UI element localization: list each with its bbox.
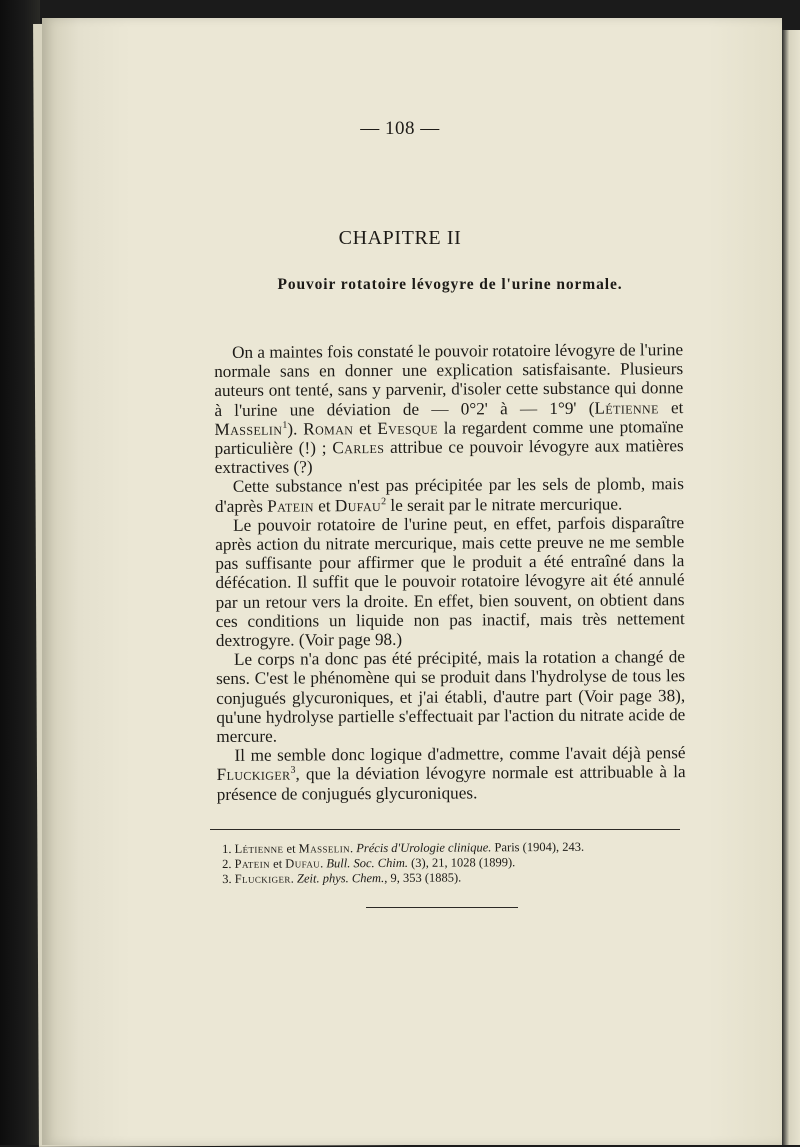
footnote: 3. Fluckiger. Zeit. phys. Chem., 9, 353 (1885). bbox=[222, 870, 462, 886]
footnote-marker: 1 bbox=[282, 419, 288, 431]
footnote: 2. Patein et Dufau. Bull. Soc. Chim. (3), 21, 1028 (1899). bbox=[222, 855, 516, 871]
facing-page-edge bbox=[782, 30, 800, 1145]
footnote: 1. Létienne et Masselin. Précis d'Urologie clinique. Paris (1904), 243. bbox=[222, 839, 585, 856]
author-name: Evesque bbox=[377, 418, 438, 438]
footnotes bbox=[222, 839, 682, 886]
chapter-title: CHAPITRE II bbox=[338, 227, 462, 249]
author-name: Fluckiger bbox=[216, 765, 291, 785]
author-name: Létienne bbox=[594, 397, 659, 418]
body-text bbox=[214, 340, 686, 804]
footnote-separator bbox=[210, 829, 680, 830]
page-number: — 108 — bbox=[360, 118, 440, 139]
footnote-marker: 3 bbox=[290, 765, 296, 777]
paragraph: Il me semble donc logique d'admettre, comme l'avait déjà pensé Fluckiger$^3$, que la déviation lévogyre normale est attribuable à la présence de conjugués glycuroniques. bbox=[216, 743, 686, 804]
end-rule bbox=[366, 907, 518, 908]
chapter-subtitle: Pouvoir rotatoire lévogyre de l'urine normale. bbox=[277, 276, 623, 293]
author-name: Roman bbox=[303, 418, 354, 439]
paragraph: Le corps n'a donc pas été précipité, mais la rotation a changé de sens. C'est le phénomène qui se produit dans l'hydrolyse de tous les conjugués glycuroniques, et j'ai établi, d'autre part (Voir page 38), qu'une hydrolyse partielle s'effectuait par l'action du nitrate acide de mercure. bbox=[215, 647, 686, 747]
paragraph: Cette substance n'est pas précipitée par les sels de plomb, mais d'après Patein et Dufau$^2$ le serait par le nitrate mercurique. bbox=[214, 474, 684, 516]
footnote-marker: 2 bbox=[381, 495, 387, 507]
author-name: Carles bbox=[332, 437, 385, 458]
paragraph: On a maintes fois constaté le pouvoir rotatoire lévogyre de l'urine normale sans en donner une explication satisfaisante. Plusieurs auteurs ont tenté, sans y parvenir, d'isoler cette substance qui donne à l'urine une déviation de — 0°2' à — 1°9' (Létienne et Masselin$^1$). Roman et Evesque la regardent comme une ptomaïne particulière (!) ; Carles attribue ce pouvoir lévogyre aux matières extractives (?) bbox=[214, 340, 684, 478]
author-name: Masselin bbox=[214, 419, 283, 439]
paragraph: Le pouvoir rotatoire de l'urine peut, en effet, parfois disparaître après action du nitrate mercurique, mais cette preuve ne me semble pas suffisante pour affirmer que le produit a été entraîné dans la défécation. Il suffit que le pouvoir rotatoire lévogyre ait été annulé par un retour vers la droite. En effet, bien souvent, on obtient dans ces conditions un liquide non pas inactif, mais très nettement dextrogyre. (Voir page 98.) bbox=[215, 512, 685, 651]
author-name: Patein bbox=[267, 496, 314, 516]
author-name: Dufau bbox=[334, 495, 382, 515]
